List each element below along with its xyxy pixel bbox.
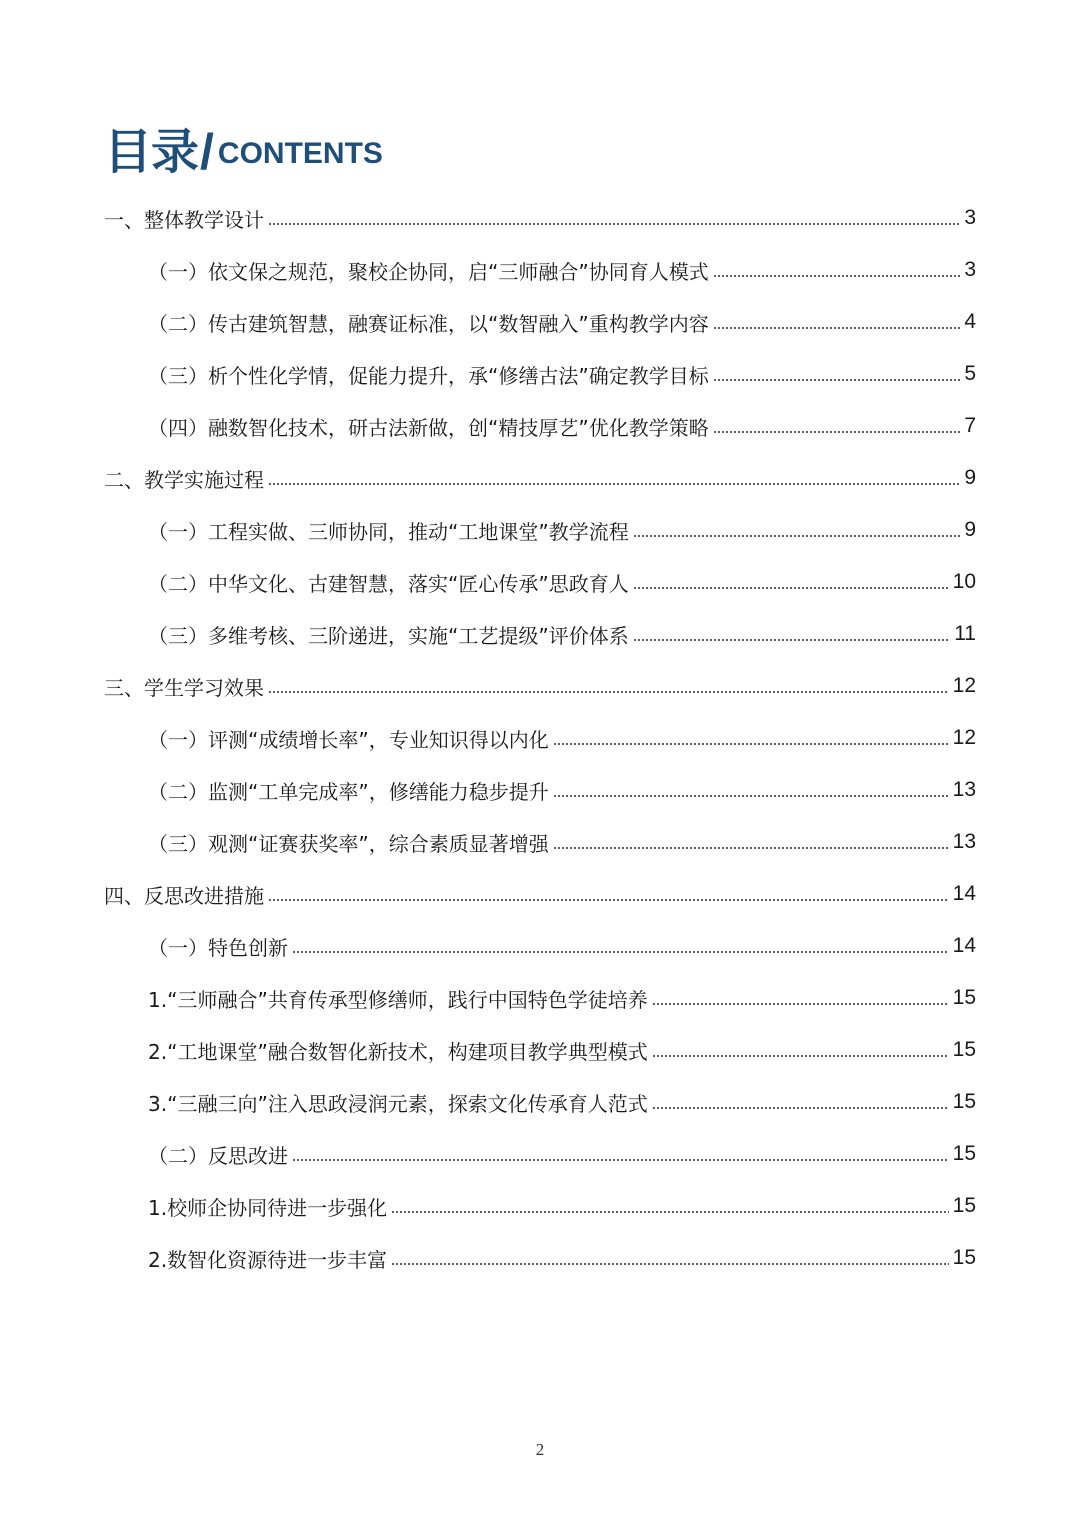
toc-page-number: 9: [964, 518, 976, 541]
dot-leader: [713, 275, 961, 277]
toc-entry-section-1-3[interactable]: [148, 348, 976, 400]
toc-entry-label: 1.校师企协同待进一步强化: [148, 1195, 388, 1220]
toc-entry-section-4-2-1[interactable]: [148, 1180, 976, 1232]
toc-entry-section-4[interactable]: [104, 868, 976, 920]
dot-leader: [292, 951, 949, 953]
dot-leader: [268, 223, 960, 225]
toc-page-number: 12: [952, 726, 976, 749]
toc-entry-section-1-1[interactable]: [148, 244, 976, 296]
toc-page-number: 15: [952, 1038, 976, 1061]
dot-leader: [652, 1003, 949, 1005]
toc-page-number: 15: [952, 1090, 976, 1113]
page-number-footer: 2: [535, 1440, 545, 1459]
toc-entry-section-2-2[interactable]: [148, 556, 976, 608]
dot-leader: [633, 639, 950, 641]
toc-entry-section-4-1-3[interactable]: [148, 1076, 976, 1128]
toc-entry-section-1-4[interactable]: [148, 400, 976, 452]
toc-entry-section-3-2[interactable]: [148, 764, 976, 816]
dot-leader: [292, 1159, 949, 1161]
heading-slash: /: [200, 124, 214, 180]
toc-entry-label: （一）特色创新: [148, 935, 288, 960]
dot-leader: [652, 1055, 949, 1057]
toc-entry-label: 三、学生学习效果: [104, 675, 264, 700]
toc-entry-section-1-2[interactable]: [148, 296, 976, 348]
heading-chinese: 目录: [104, 124, 199, 180]
toc-entry-label: 一、整体教学设计: [104, 207, 264, 232]
toc-entry-section-1[interactable]: [104, 192, 976, 244]
toc-entry-label: （二）传古建筑智慧，融赛证标准，以“数智融入”重构教学内容: [148, 311, 709, 336]
dot-leader: [713, 431, 961, 433]
toc-entry-section-2[interactable]: [104, 452, 976, 504]
toc-entry-label: 3.“三融三向”注入思政浸润元素，探索文化传承育人范式: [148, 1091, 648, 1116]
toc-entry-section-4-2-2[interactable]: [148, 1232, 976, 1284]
toc-page-number: 11: [954, 622, 976, 645]
dot-leader: [633, 587, 949, 589]
toc-entry-label: （二）中华文化、古建智慧，落实“匠心传承”思政育人: [148, 571, 629, 596]
toc-entry-section-3-3[interactable]: [148, 816, 976, 868]
toc-page-number: 15: [952, 986, 976, 1009]
toc-page-number: 5: [964, 362, 976, 385]
toc-entry-label: 2.数智化资源待进一步丰富: [148, 1247, 388, 1272]
toc-page-number: 3: [964, 258, 976, 281]
toc-page-number: 13: [952, 778, 976, 801]
toc-page-number: 12: [952, 674, 976, 697]
toc-entry-label: （一）评测“成绩增长率”，专业知识得以内化: [148, 727, 549, 752]
toc-page-number: 15: [952, 1246, 976, 1269]
toc-entry-section-3[interactable]: [104, 660, 976, 712]
toc-entry-section-4-1-2[interactable]: [148, 1024, 976, 1076]
dot-leader: [268, 483, 960, 485]
toc-entry-label: 四、反思改进措施: [104, 883, 264, 908]
dot-leader: [553, 795, 949, 797]
toc-entry-label: （二）监测“工单完成率”，修缮能力稳步提升: [148, 779, 549, 804]
toc-entry-label: （四）融数智化技术，研古法新做，创“精技厚艺”优化教学策略: [148, 415, 709, 440]
toc-entry-label: （一）依文保之规范，聚校企协同，启“三师融合”协同育人模式: [148, 259, 709, 284]
toc-entry-label: （三）观测“证赛获奖率”，综合素质显著增强: [148, 831, 549, 856]
toc-entry-section-4-2[interactable]: [148, 1128, 976, 1180]
dot-leader: [713, 379, 961, 381]
dot-leader: [652, 1107, 949, 1109]
toc-page-number: 9: [964, 466, 976, 489]
toc-entry-section-2-1[interactable]: [148, 504, 976, 556]
toc-entry-section-4-1[interactable]: [148, 920, 976, 972]
toc-page-number: 7: [964, 414, 976, 437]
dot-leader: [633, 535, 961, 537]
heading-english: CONTENTS: [217, 137, 383, 170]
toc-entry-section-3-1[interactable]: [148, 712, 976, 764]
dot-leader: [268, 899, 949, 901]
toc-entry-label: （一）工程实做、三师协同，推动“工地课堂”教学流程: [148, 519, 629, 544]
dot-leader: [553, 847, 949, 849]
dot-leader: [553, 743, 949, 745]
dot-leader: [391, 1263, 949, 1265]
toc-page-number: 14: [952, 934, 976, 957]
toc-page-number: 15: [952, 1142, 976, 1165]
toc-entry-section-2-3[interactable]: [148, 608, 976, 660]
toc-page-number: 15: [952, 1194, 976, 1217]
dot-leader: [391, 1211, 949, 1213]
dot-leader: [713, 327, 961, 329]
toc-page-number: 3: [964, 206, 976, 229]
dot-leader: [268, 691, 949, 693]
toc-entry-label: （三）析个性化学情，促能力提升，承“修缮古法”确定教学目标: [148, 363, 709, 388]
toc-entry-label: （二）反思改进: [148, 1143, 288, 1168]
toc-entry-section-4-1-1[interactable]: [148, 972, 976, 1024]
toc-page-number: 14: [952, 882, 976, 905]
toc-page-number: 4: [964, 310, 976, 333]
toc-entry-label: 2.“工地课堂”融合数智化新技术，构建项目教学典型模式: [148, 1039, 648, 1064]
toc-page-number: 13: [952, 830, 976, 853]
toc-entry-label: 二、教学实施过程: [104, 467, 264, 492]
toc-entry-label: 1.“三师融合”共育传承型修缮师，践行中国特色学徒培养: [148, 987, 648, 1012]
toc-entry-label: （三）多维考核、三阶递进，实施“工艺提级”评价体系: [148, 623, 629, 648]
toc-page-number: 10: [952, 570, 976, 593]
toc-heading: [104, 112, 383, 182]
